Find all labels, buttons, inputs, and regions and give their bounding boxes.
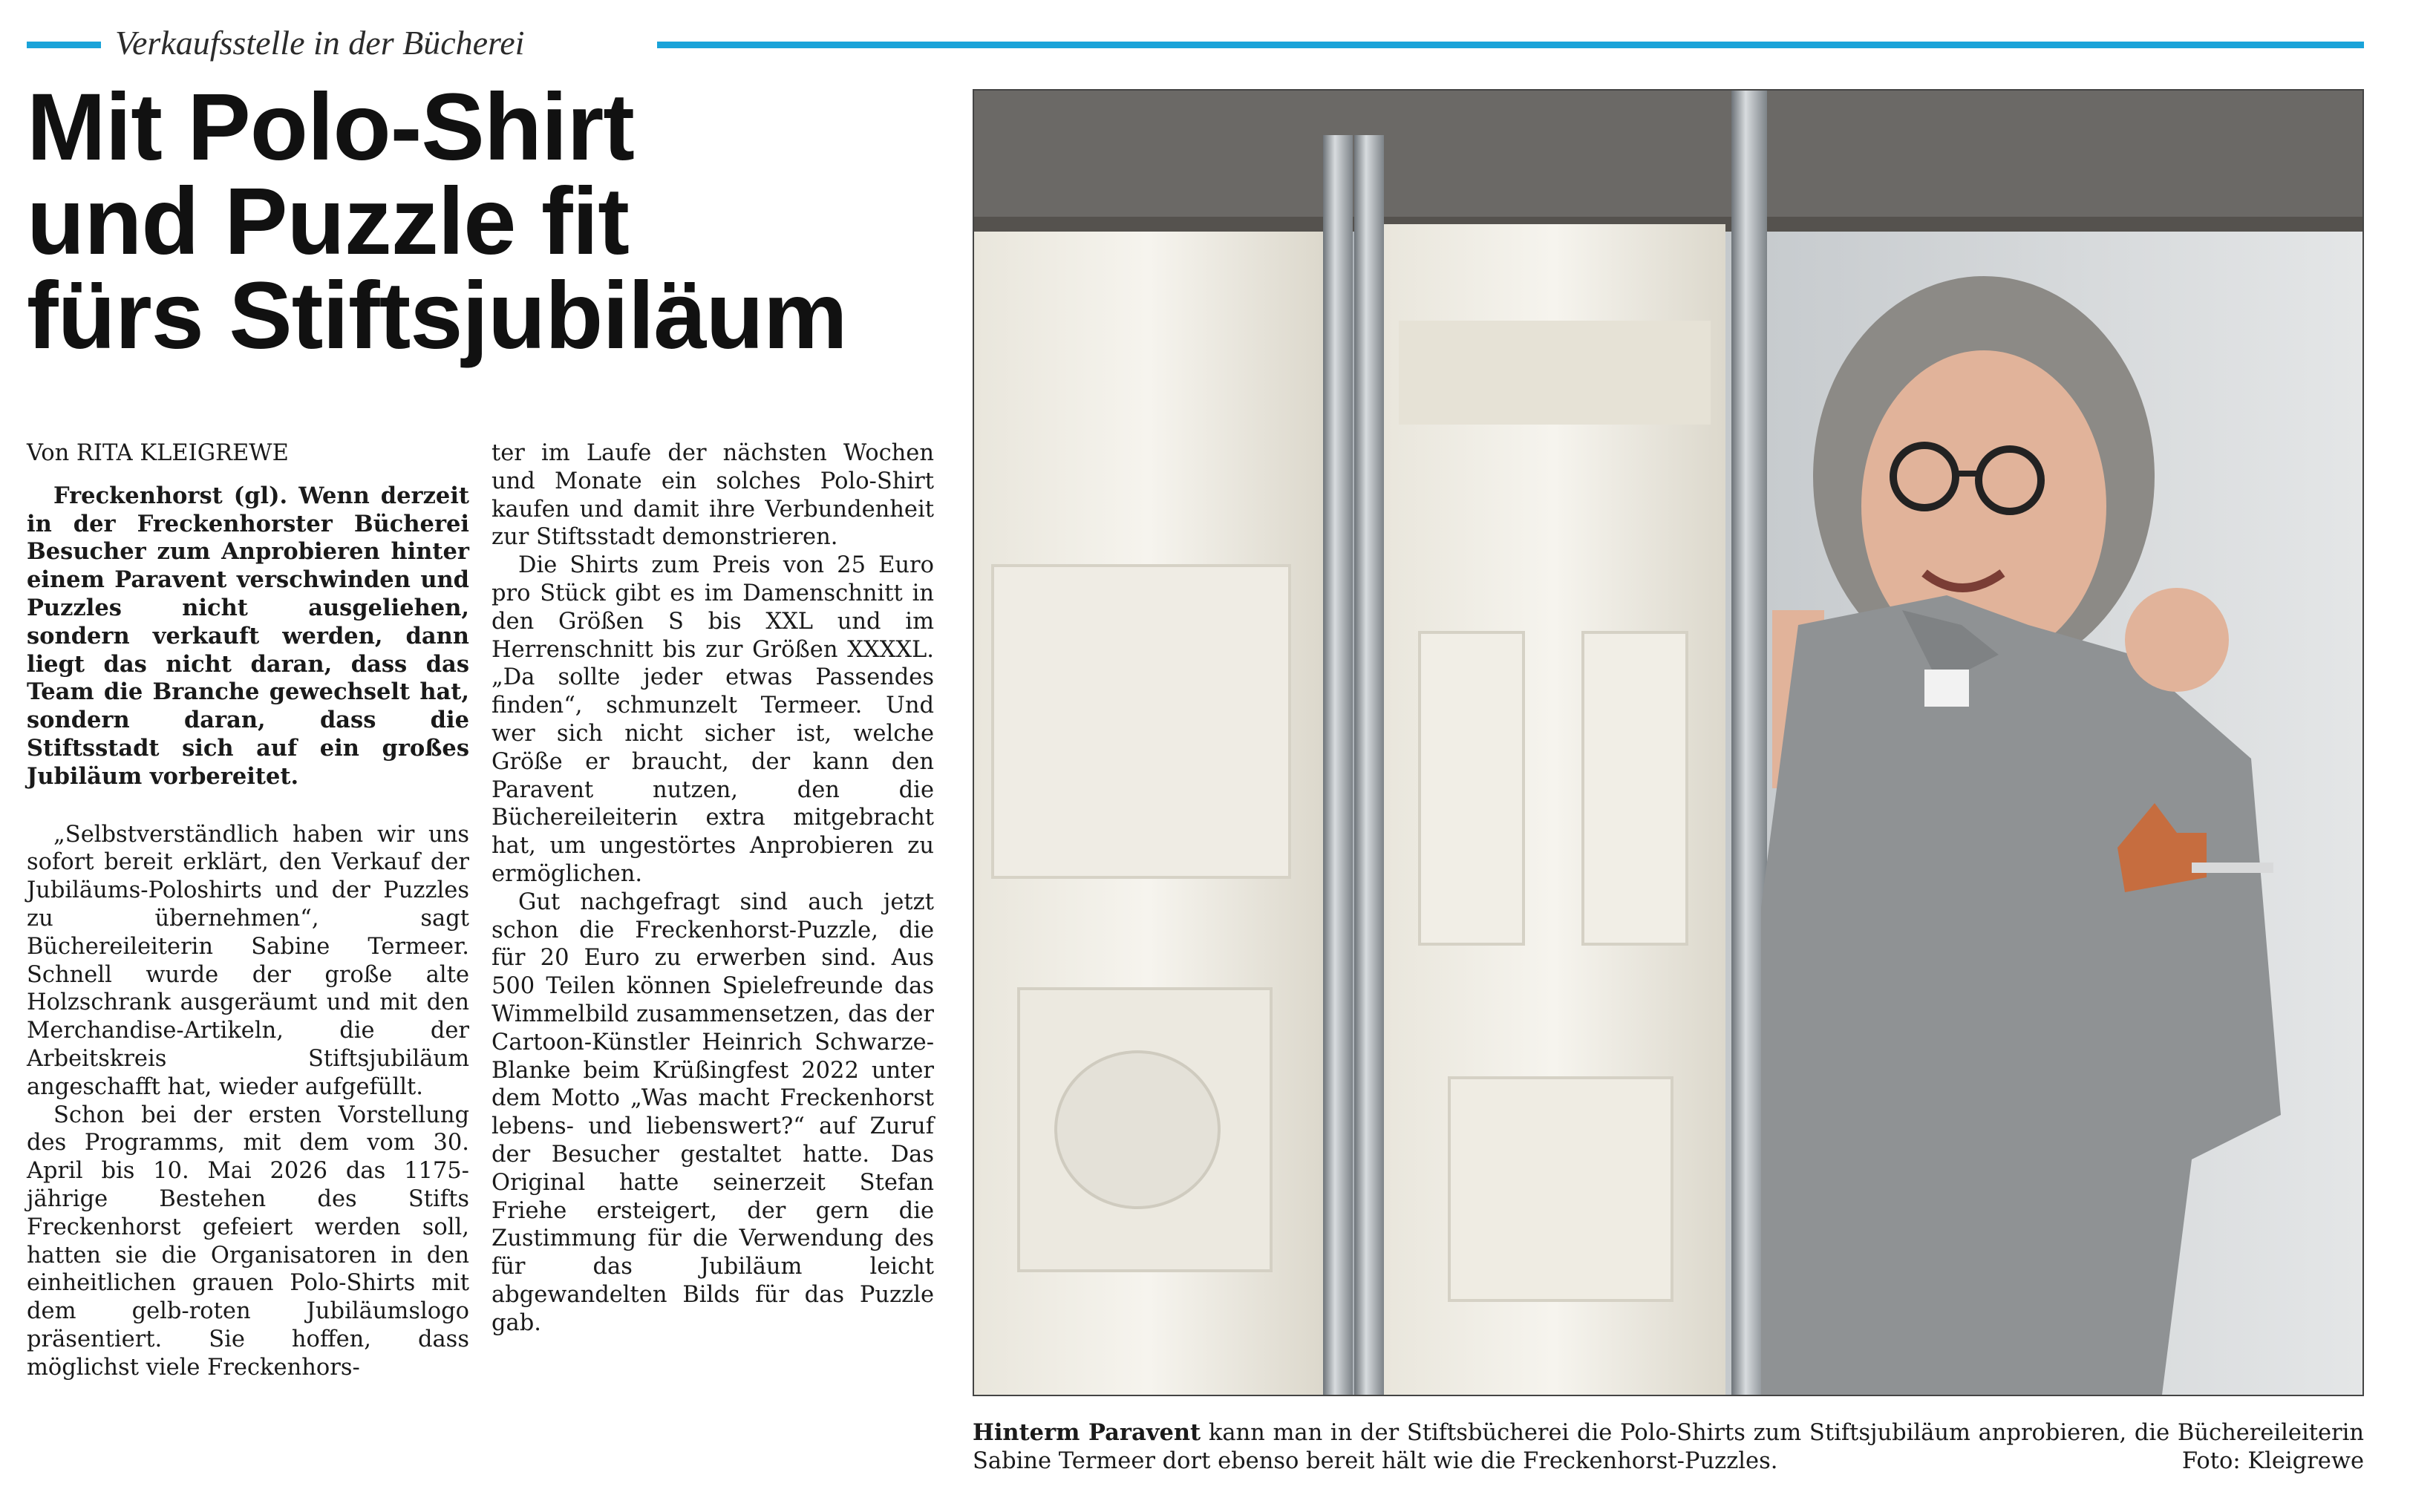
lead-paragraph: Freckenhorst (gl). Wenn derzeit in der Freckenhorster Bücherei Besucher zum Anprobieren hinter einem Paravent verschwinden und Puzzles nicht ausgeliehen, sondern verkauft werden, dann liegt das nicht daran, dass das Team die Branche gewechselt hat, sondern daran, dass die Stiftsstadt sich auf ein großes Jubiläum vorbereitet. xyxy=(27,482,469,790)
article-photo xyxy=(973,89,2364,1396)
body-paragraph: Gut nachgefragt sind auch jetzt schon die Freckenhorst-Puzzle, die für 20 Euro zu erwerben sind. Aus 500 Teilen können Spielefreunde das Wimmelbild zusammensetzen, das der Cartoon-Künstler Heinrich Schwarze-Blanke beim Krüßingfest 2022 unter dem Motto „Was macht Freckenhorst lebens- und liebenswert?“ auf Zuruf der Besucher gestaltet hatte. Das Original hatte seinerzeit Stefan Friehe ersteigert, der gern die Zustimmung für die Verwendung des für das Jubiläum leicht abgewandelten Bilds für das Puzzle gab. xyxy=(492,888,934,1336)
caption-text: kann man in der Stiftsbücherei die Polo-Shirts zum Stiftsjubiläum anprobieren, die Büchereileiterin Sabine Termeer dort ebenso bereit hält wie die Freckenhorst-Puzzles. xyxy=(973,1420,2364,1474)
article-column-2 xyxy=(492,439,934,1338)
caption-lead: Hinterm Paravent xyxy=(973,1419,1201,1446)
headline-line-2: und Puzzle fit xyxy=(27,168,629,275)
headline xyxy=(27,74,962,369)
byline: Von RITA KLEIGREWE xyxy=(27,440,289,466)
kicker-rule-right xyxy=(657,42,2364,48)
body-paragraph: Schon bei der ersten Vorstellung des Programms, mit dem vom 30. April bis 10. Mai 2026 das 1175-jährige Bestehen des Stifts Freckenhorst gefeiert werden soll, hatten sie die Organisatoren in den einheitlichen grauen Polo-Shirts mit dem gelb-roten Jubiläumslogo präsentiert. Sie hoffen, dass möglichst viele Freckenhors- xyxy=(27,1102,469,1381)
body-paragraph: Die Shirts zum Preis von 25 Euro pro Stück gibt es im Damenschnitt in den Größen S bis XXL und im Herrenschnitt bis zur Größen XXXXL. „Da sollte jeder etwas Passendes finden“, schmunzelt Termeer. Und wer sich nicht sicher ist, welche Größe er braucht, der kann den Paravent nutzen, den die Büchereileiterin extra mitgebracht hat, um ungestörtes Anprobieren zu ermöglichen. xyxy=(492,552,934,887)
kicker: Verkaufsstelle in der Bücherei xyxy=(115,24,525,62)
photo-illustration xyxy=(974,91,2362,1395)
photo-credit: Foto: Kleigrewe xyxy=(2181,1447,2364,1474)
kicker-rule-left xyxy=(27,42,101,48)
headline-line-1: Mit Polo-Shirt xyxy=(27,74,634,180)
body-paragraph: ter im Laufe der nächsten Wochen und Monate ein solches Polo-Shirt kaufen und damit ihre Verbundenheit zur Stiftsstadt demonstrieren. xyxy=(492,440,934,551)
photo-caption xyxy=(973,1419,2364,1476)
body-paragraph: „Selbstverständlich haben wir uns sofort bereit erklärt, den Verkauf der Jubiläums-Poloshirts und der Puzzles zu übernehmen“, sagt Büchereileiterin Sabine Termeer. Schnell wurde der große alte Holzschrank ausgeräumt und mit den Merchandise-Artikeln, die der Arbeitskreis Stiftsjubiläum angeschafft hat, wieder aufgefüllt. xyxy=(27,821,469,1100)
article-column-1 xyxy=(27,439,469,1382)
headline-line-3: fürs Stiftsjubiläum xyxy=(27,263,847,369)
